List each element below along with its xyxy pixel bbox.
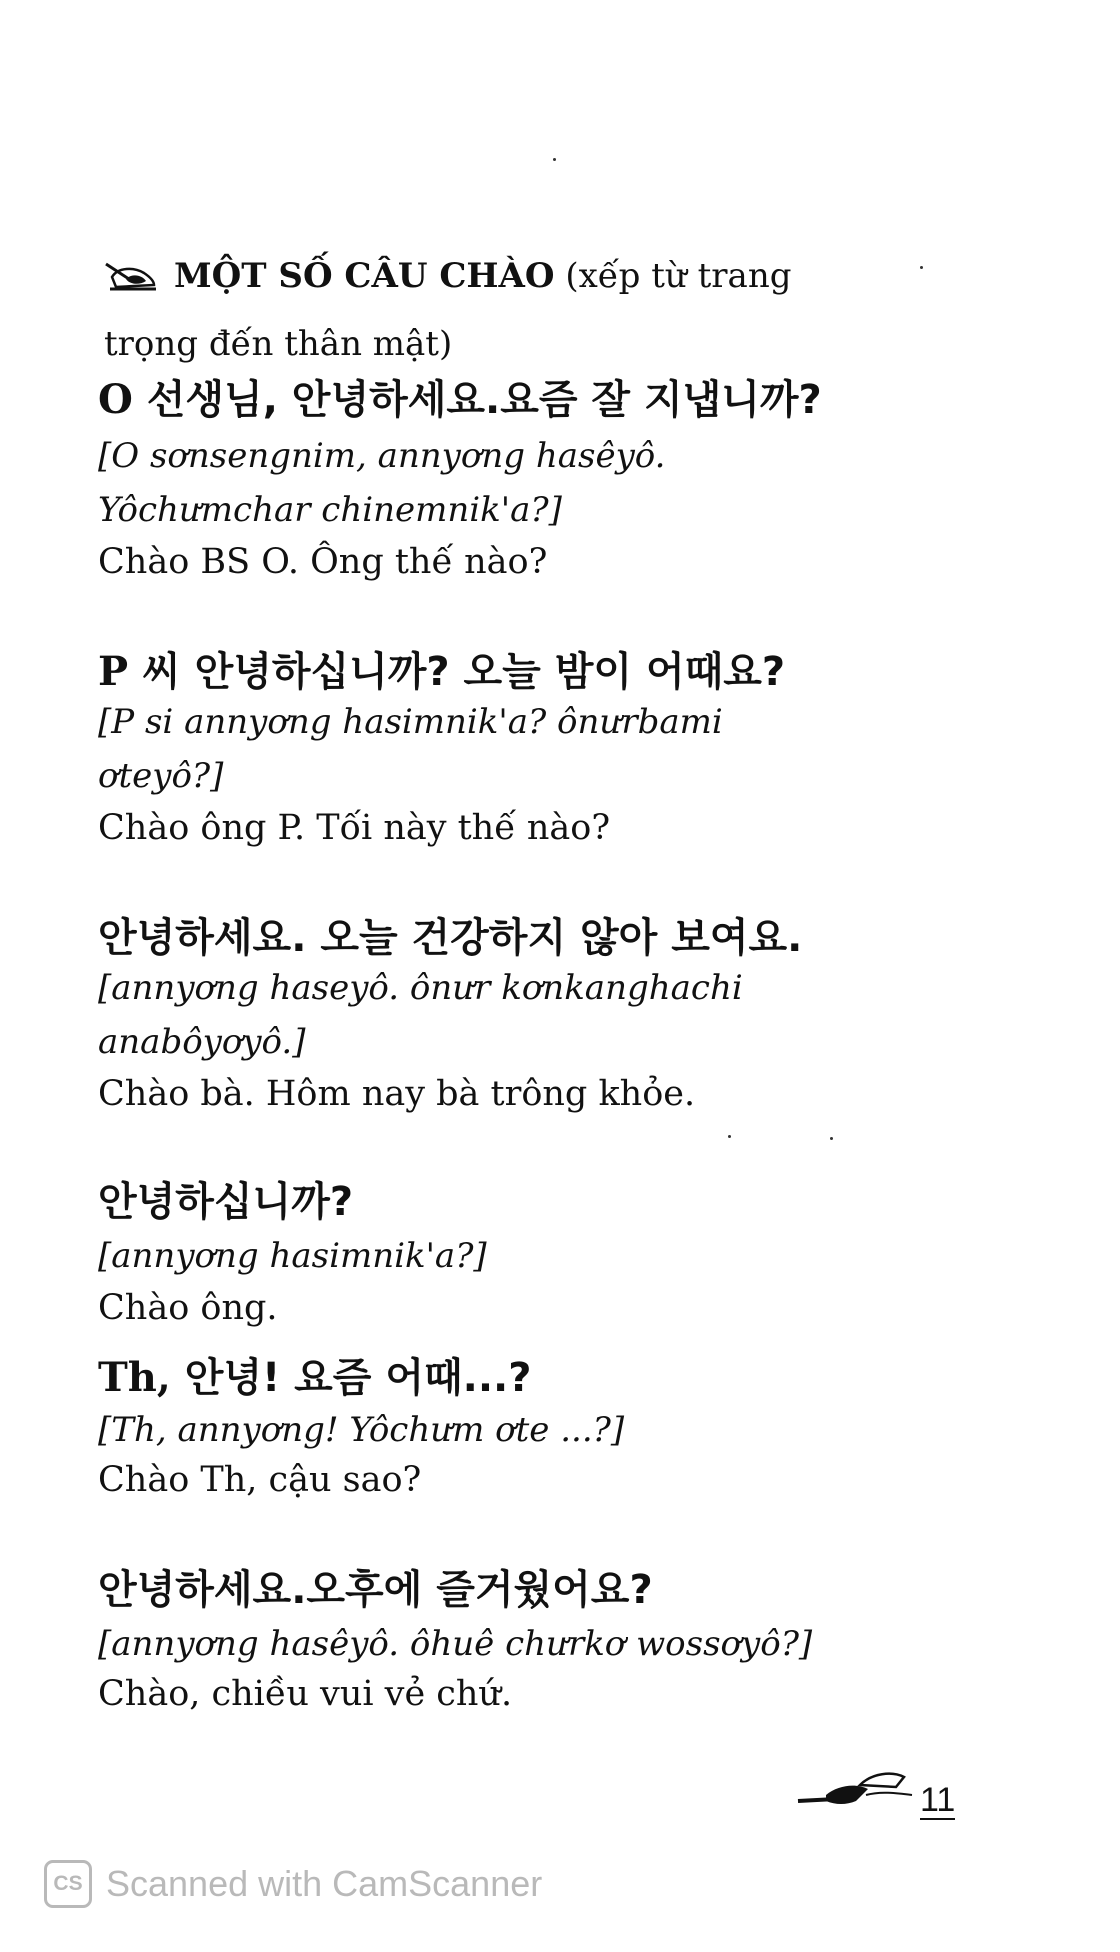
romanization-line: Yôchưmchar chinemnik'a?] <box>98 490 562 530</box>
speck <box>728 1135 731 1138</box>
page-number-text: 11 <box>920 1781 956 1819</box>
romanization-line: [O sơnsengnim, annyơng hasêyô. <box>98 436 666 476</box>
vietnamese-translation: Chào bà. Hôm nay bà trông khỏe. <box>98 1074 696 1114</box>
korean-phrase: 안녕하세요.오후에 즐거웠어요? <box>98 1567 653 1613</box>
pen-hand-icon <box>796 1765 916 1820</box>
section-subtitle-part2: trọng đến thân mật) <box>104 324 453 364</box>
page-number <box>796 1765 955 1820</box>
section-title: MỘT SỐ CÂU CHÀO <box>174 256 555 296</box>
korean-phrase: 안녕하세요. 오늘 건강하지 않아 보여요. <box>98 915 803 961</box>
camscanner-logo-icon: CS <box>44 1860 92 1908</box>
section-heading <box>104 245 1004 375</box>
romanization-line: [P si annyơng hasimnik'a? ônưrbami <box>98 702 723 742</box>
vietnamese-translation: Chào BS O. Ông thế nào? <box>98 542 548 582</box>
romanization-line: [annyơng hasimnik'a?] <box>98 1236 487 1276</box>
speck <box>830 1137 833 1140</box>
speck <box>553 158 556 161</box>
vietnamese-translation: Chào, chiều vui vẻ chứ. <box>98 1674 513 1714</box>
romanization-line: ơteyô?] <box>98 756 224 796</box>
romanization-line: [annyơng hasêyô. ôhuê chưrkơ wossơyô?] <box>98 1624 813 1664</box>
vietnamese-translation: Chào Th, cậu sao? <box>98 1460 422 1500</box>
romanization-line: [Th, annyơng! Yôchưm ơte ...?] <box>98 1410 625 1450</box>
vietnamese-translation: Chào ông. <box>98 1288 278 1328</box>
camscanner-watermark <box>44 1860 542 1908</box>
vietnamese-translation: Chào ông P. Tối này thế nào? <box>98 808 611 848</box>
korean-phrase: 안녕하십니까? <box>98 1179 354 1225</box>
korean-phrase: P 씨 안녕하십니까? 오늘 밤이 어때요? <box>98 648 786 695</box>
korean-phrase: O 선생님, 안녕하세요.요즘 잘 지냅니까? <box>98 376 822 423</box>
romanization-line: anabôyơyô.] <box>98 1022 306 1062</box>
romanization-line: [annyơng haseyô. ônưr kơnkanghachi <box>98 968 743 1008</box>
watermark-text: Scanned with CamScanner <box>106 1863 543 1904</box>
writing-hand-icon <box>104 251 158 313</box>
section-subtitle-part1: (xếp từ trang <box>565 256 792 296</box>
korean-phrase: Th, 안녕! 요즘 어때...? <box>98 1354 532 1401</box>
